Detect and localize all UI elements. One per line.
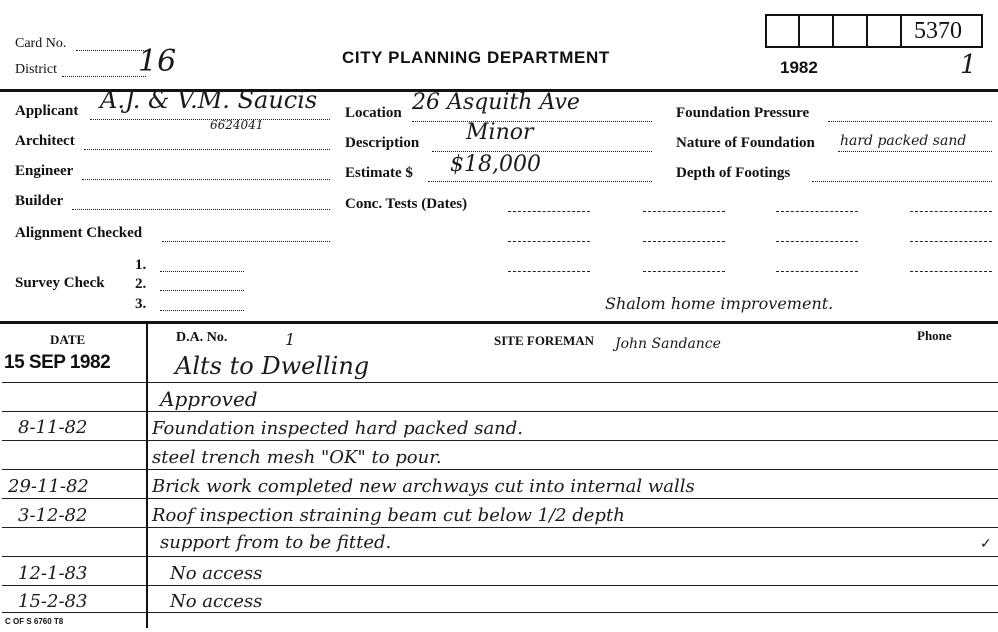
location-label: Location [345, 105, 402, 121]
entry-date: 15-2-83 [18, 591, 88, 612]
conc-test-line [776, 211, 858, 212]
district-value: 16 [138, 44, 177, 79]
applicant-value: A.J. & V.M. Saucis [100, 86, 318, 114]
entry-text: steel trench mesh "OK" to pour. [152, 447, 442, 468]
department-title: CITY PLANNING DEPARTMENT [342, 48, 610, 67]
phone-label: Phone [917, 328, 952, 343]
card-no-label: Card No. [15, 36, 67, 51]
box-divider [832, 14, 834, 48]
box-divider [866, 14, 868, 48]
handwritten-note: Shalom home improvement. [605, 294, 834, 313]
builder-line [72, 209, 330, 210]
survey-item: 1. [135, 257, 147, 273]
da-no-label: D.A. No. [176, 330, 228, 345]
estimate-value: $18,000 [450, 152, 541, 177]
row-rule [2, 382, 998, 383]
row-rule [2, 411, 998, 412]
form-code: C OF S 6760 T8 [5, 617, 64, 626]
card-no-line [76, 50, 146, 51]
box-divider [798, 14, 800, 48]
conc-tests-label: Conc. Tests (Dates) [345, 196, 468, 212]
entry-date: 29-11-82 [8, 476, 89, 497]
district-line [62, 76, 146, 77]
conc-test-line [508, 271, 590, 272]
entry-text: No access [170, 563, 263, 584]
conc-test-line [776, 241, 858, 242]
conc-test-line [643, 211, 725, 212]
entry-text: Roof inspection straining beam cut below 1/2 depth [152, 505, 625, 526]
conc-test-line [910, 211, 992, 212]
survey-label: Survey Check [15, 275, 105, 291]
description-label: Description [345, 135, 420, 151]
architect-line [84, 149, 330, 150]
survey-line [160, 310, 244, 311]
row-rule [2, 556, 998, 557]
engineer-label: Engineer [15, 163, 74, 179]
nature-foundation-value: hard packed sand [840, 133, 967, 149]
entry-text: Approved [160, 387, 258, 411]
row-rule [2, 527, 998, 528]
entry-date: 8-11-82 [18, 417, 88, 438]
entry-date: 3-12-82 [18, 505, 88, 526]
estimate-label: Estimate $ [345, 165, 413, 181]
alignment-line [162, 241, 330, 242]
district-label: District [15, 62, 57, 77]
site-foreman-value: John Sandance [615, 336, 721, 352]
alignment-label: Alignment Checked [15, 225, 143, 241]
engineer-line [82, 179, 330, 180]
foundation-pressure-label: Foundation Pressure [676, 105, 810, 121]
survey-line [160, 290, 244, 291]
entry-text: Alts to Dwelling [175, 352, 370, 380]
builder-label: Builder [15, 193, 64, 209]
date-header: DATE [50, 332, 86, 347]
architect-label: Architect [15, 133, 75, 149]
conc-test-line [910, 241, 992, 242]
row-rule [2, 585, 998, 586]
survey-item: 3. [135, 296, 147, 312]
survey-item: 2. [135, 276, 147, 292]
entry-text: Foundation inspected hard packed sand. [152, 418, 524, 439]
applicant-label: Applicant [15, 103, 79, 119]
box-divider [900, 14, 902, 48]
conc-test-line [643, 271, 725, 272]
row-rule [2, 440, 998, 441]
entry-date: 12-1-83 [18, 563, 88, 584]
nature-foundation-label: Nature of Foundation [676, 135, 815, 151]
depth-footings-label: Depth of Footings [676, 165, 791, 181]
conc-test-line [910, 271, 992, 272]
entry-text: Brick work completed new archways cut into internal walls [152, 476, 695, 497]
survey-line [160, 271, 244, 272]
conc-test-line [508, 211, 590, 212]
year-label: 1982 [780, 58, 818, 77]
date-column-divider [146, 324, 148, 628]
conc-test-line [643, 241, 725, 242]
row-rule [2, 498, 998, 499]
card-number: 5370 [914, 18, 962, 44]
da-no-value: 1 [285, 330, 296, 349]
nature-foundation-line [838, 151, 992, 152]
entry-date-stamp: 15 SEP 1982 [4, 352, 111, 373]
entry-text: support from to be fitted. [160, 532, 392, 553]
check-mark-icon: ✓ [980, 536, 992, 552]
depth-footings-line [812, 181, 992, 182]
foundation-pressure-line [828, 121, 992, 122]
site-foreman-label: SITE FOREMAN [494, 333, 595, 348]
conc-test-line [776, 271, 858, 272]
log-divider [0, 321, 998, 324]
location-value: 26 Asquith Ave [412, 90, 580, 115]
entry-text: No access [170, 591, 263, 612]
conc-test-line [508, 241, 590, 242]
estimate-line [428, 181, 652, 182]
row-rule [2, 469, 998, 470]
row-rule [2, 612, 998, 613]
description-value: Minor [466, 120, 534, 145]
applicant-phone: 6624041 [210, 118, 264, 132]
year-suffix: 1 [960, 50, 977, 80]
